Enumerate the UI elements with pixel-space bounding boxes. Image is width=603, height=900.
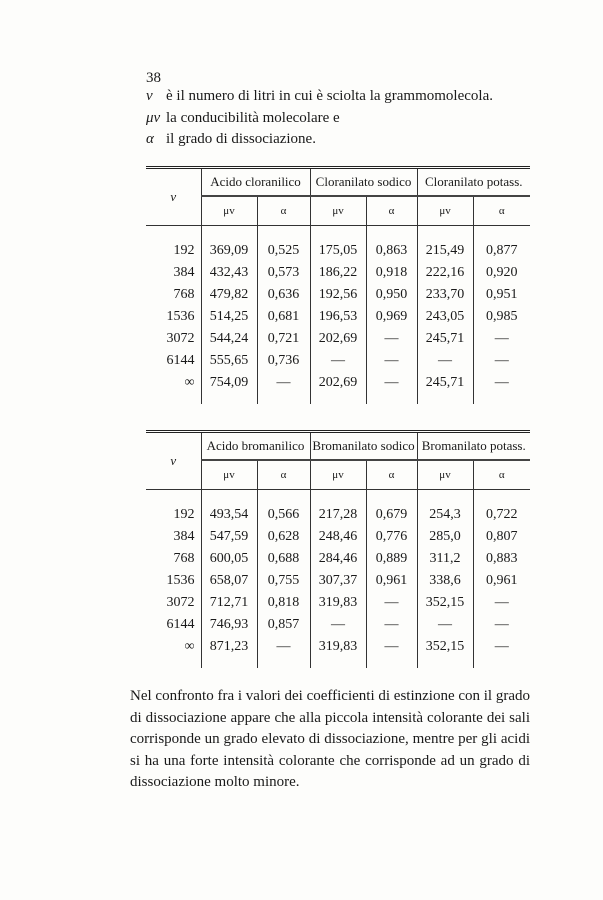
value-cell: — [473,328,530,350]
value-cell: 0,857 [257,614,310,636]
v-column-header: v [146,168,201,226]
spacer-cell [257,226,310,241]
v-cell: 1536 [166,573,195,588]
spacer-cell [417,226,473,241]
v-cell: ∞ [184,639,195,654]
value-cell: — [310,350,366,372]
group-header: Acido cloranilico [201,168,310,197]
table-row [146,526,530,548]
spacer-cell [257,490,310,505]
value-cell: 0,776 [366,526,417,548]
value-cell: — [473,592,530,614]
spacer-cell [473,490,530,505]
spacer-row [146,658,530,668]
spacer-cell [310,490,366,505]
value-cell: — [366,592,417,614]
v-column-header: v [146,432,201,490]
table-row [146,328,530,350]
value-cell: — [366,636,417,658]
value-cell: 746,93 [201,614,257,636]
table-row [146,570,530,592]
value-cell: 369,09 [201,240,257,262]
value-cell: 0,920 [473,262,530,284]
value-cell: 245,71 [417,328,473,350]
value-cell: 202,69 [310,328,366,350]
value-cell: 0,889 [366,548,417,570]
definition-line [146,86,493,108]
conclusion-paragraph: Nel confronto fra i valori dei coefficienti di estinzione con il grado di dissociazione appare che alla piccola intensità colorante dei sali corrisponde un grado elevato di dissociazione, mentre per gli acidi si ha una forte intensità colorante che corrisponde ad un grado di dissociazione molto minore. [130,688,530,790]
group-header: Acido bromanilico [201,432,310,461]
value-cell: 0,950 [366,284,417,306]
value-cell: 0,918 [366,262,417,284]
value-cell: 514,25 [201,306,257,328]
table-row [146,262,530,284]
v-cell: 6144 [166,353,195,368]
spacer-cell [473,394,530,404]
value-cell: — [417,350,473,372]
value-cell: 754,09 [201,372,257,394]
value-cell: — [473,350,530,372]
value-cell: 196,53 [310,306,366,328]
subheader-cell: α [473,460,530,490]
value-cell: — [473,614,530,636]
v-cell: ∞ [184,375,195,390]
subheader-cell: μv [201,460,257,490]
value-cell: 0,636 [257,284,310,306]
value-cell: 352,15 [417,636,473,658]
value-cell: 544,24 [201,328,257,350]
value-cell: 547,59 [201,526,257,548]
value-cell: 233,70 [417,284,473,306]
v-cell: 384 [173,265,195,280]
spacer-cell [201,658,257,668]
table-row [146,504,530,526]
value-cell: 175,05 [310,240,366,262]
table-row [146,592,530,614]
value-cell: 432,43 [201,262,257,284]
subheader-cell: μv [310,196,366,226]
value-cell: 0,628 [257,526,310,548]
value-cell: — [417,614,473,636]
subheader-cell: α [257,196,310,226]
spacer-cell [257,394,310,404]
value-cell: 0,736 [257,350,310,372]
spacer-cell [417,658,473,668]
value-cell: 0,679 [366,504,417,526]
value-cell: 0,807 [473,526,530,548]
value-cell: 202,69 [310,372,366,394]
value-cell: 0,883 [473,548,530,570]
chloranilic-table [146,166,530,404]
spacer-cell [366,226,417,241]
v-cell: 192 [173,243,195,258]
value-cell: 192,56 [310,284,366,306]
value-cell: 319,83 [310,636,366,658]
subheader-cell: μv [201,196,257,226]
spacer-cell [310,226,366,241]
value-cell: — [473,372,530,394]
spacer-cell [417,490,473,505]
definition-text: il grado di dissociazione. [166,131,316,147]
bromanilic-table [146,430,530,668]
spacer-cell [257,658,310,668]
page-number: 38 [146,70,161,86]
spacer-cell [366,394,417,404]
table-row [146,240,530,262]
definition-line [146,129,493,151]
value-cell: 0,525 [257,240,310,262]
spacer-cell [473,658,530,668]
value-cell: 493,54 [201,504,257,526]
definition-symbol: μv [146,109,161,126]
spacer-cell [201,226,257,241]
v-cell: 6144 [166,617,195,632]
group-header: Bromanilato sodico [310,432,417,461]
spacer-cell [146,658,201,668]
value-cell: 338,6 [417,570,473,592]
subheader-row [146,196,530,226]
value-cell: 0,985 [473,306,530,328]
value-cell: 254,3 [417,504,473,526]
group-header: Cloranilato potass. [417,168,530,197]
spacer-cell [417,394,473,404]
spacer-row [146,490,530,505]
subheader-cell: μv [417,460,473,490]
v-cell: 3072 [166,595,195,610]
value-cell: 0,818 [257,592,310,614]
value-cell: 285,0 [417,526,473,548]
v-cell: 192 [173,507,195,522]
v-cell: 768 [173,287,195,302]
value-cell: 0,961 [366,570,417,592]
table-row [146,306,530,328]
value-cell: — [366,614,417,636]
spacer-cell [366,490,417,505]
table-row [146,284,530,306]
value-cell: 712,71 [201,592,257,614]
subheader-cell: α [257,460,310,490]
spacer-cell [366,658,417,668]
value-cell: 0,688 [257,548,310,570]
spacer-cell [201,490,257,505]
value-cell: 0,722 [473,504,530,526]
definition-symbol: v [146,88,153,104]
value-cell: 217,28 [310,504,366,526]
v-cell: 1536 [166,309,195,324]
spacer-cell [146,226,201,241]
value-cell: 186,22 [310,262,366,284]
value-cell: 0,721 [257,328,310,350]
value-cell: — [366,372,417,394]
value-cell: — [257,372,310,394]
spacer-row [146,226,530,241]
value-cell: 0,951 [473,284,530,306]
spacer-cell [146,490,201,505]
subheader-cell: α [366,196,417,226]
value-cell: 871,23 [201,636,257,658]
subheader-row [146,460,530,490]
value-cell: 222,16 [417,262,473,284]
subheader-cell: α [366,460,417,490]
value-cell: — [366,350,417,372]
subheader-cell: α [473,196,530,226]
value-cell: 0,961 [473,570,530,592]
v-cell: 768 [173,551,195,566]
value-cell: 0,566 [257,504,310,526]
value-cell: 0,755 [257,570,310,592]
definitions [146,86,493,151]
value-cell: 0,969 [366,306,417,328]
table-row [146,614,530,636]
value-cell: 311,2 [417,548,473,570]
definition-text: è il numero di litri in cui è sciolta la grammomolecola. [166,88,493,104]
value-cell: 0,681 [257,306,310,328]
v-cell: 384 [173,529,195,544]
value-cell: 0,863 [366,240,417,262]
value-cell: — [310,614,366,636]
subheader-cell: μv [310,460,366,490]
group-header: Cloranilato sodico [310,168,417,197]
spacer-cell [146,394,201,404]
value-cell: — [257,636,310,658]
header-row [146,432,530,461]
value-cell: — [366,328,417,350]
table-row [146,372,530,394]
definition-symbol: α [146,131,154,147]
subheader-cell: μv [417,196,473,226]
value-cell: 319,83 [310,592,366,614]
value-cell: 243,05 [417,306,473,328]
value-cell: 600,05 [201,548,257,570]
value-cell: — [473,636,530,658]
group-header: Bromanilato potass. [417,432,530,461]
value-cell: 284,46 [310,548,366,570]
spacer-cell [310,394,366,404]
value-cell: 555,65 [201,350,257,372]
spacer-cell [310,658,366,668]
table-row [146,350,530,372]
value-cell: 248,46 [310,526,366,548]
value-cell: 479,82 [201,284,257,306]
table-row [146,636,530,658]
spacer-cell [201,394,257,404]
value-cell: 658,07 [201,570,257,592]
spacer-row [146,394,530,404]
value-cell: 215,49 [417,240,473,262]
value-cell: 352,15 [417,592,473,614]
definition-line [146,108,493,130]
value-cell: 307,37 [310,570,366,592]
table-row [146,548,530,570]
v-cell: 3072 [166,331,195,346]
definition-text: la conducibilità molecolare e [166,109,340,126]
spacer-cell [473,226,530,241]
value-cell: 0,877 [473,240,530,262]
header-row [146,168,530,197]
value-cell: 245,71 [417,372,473,394]
value-cell: 0,573 [257,262,310,284]
